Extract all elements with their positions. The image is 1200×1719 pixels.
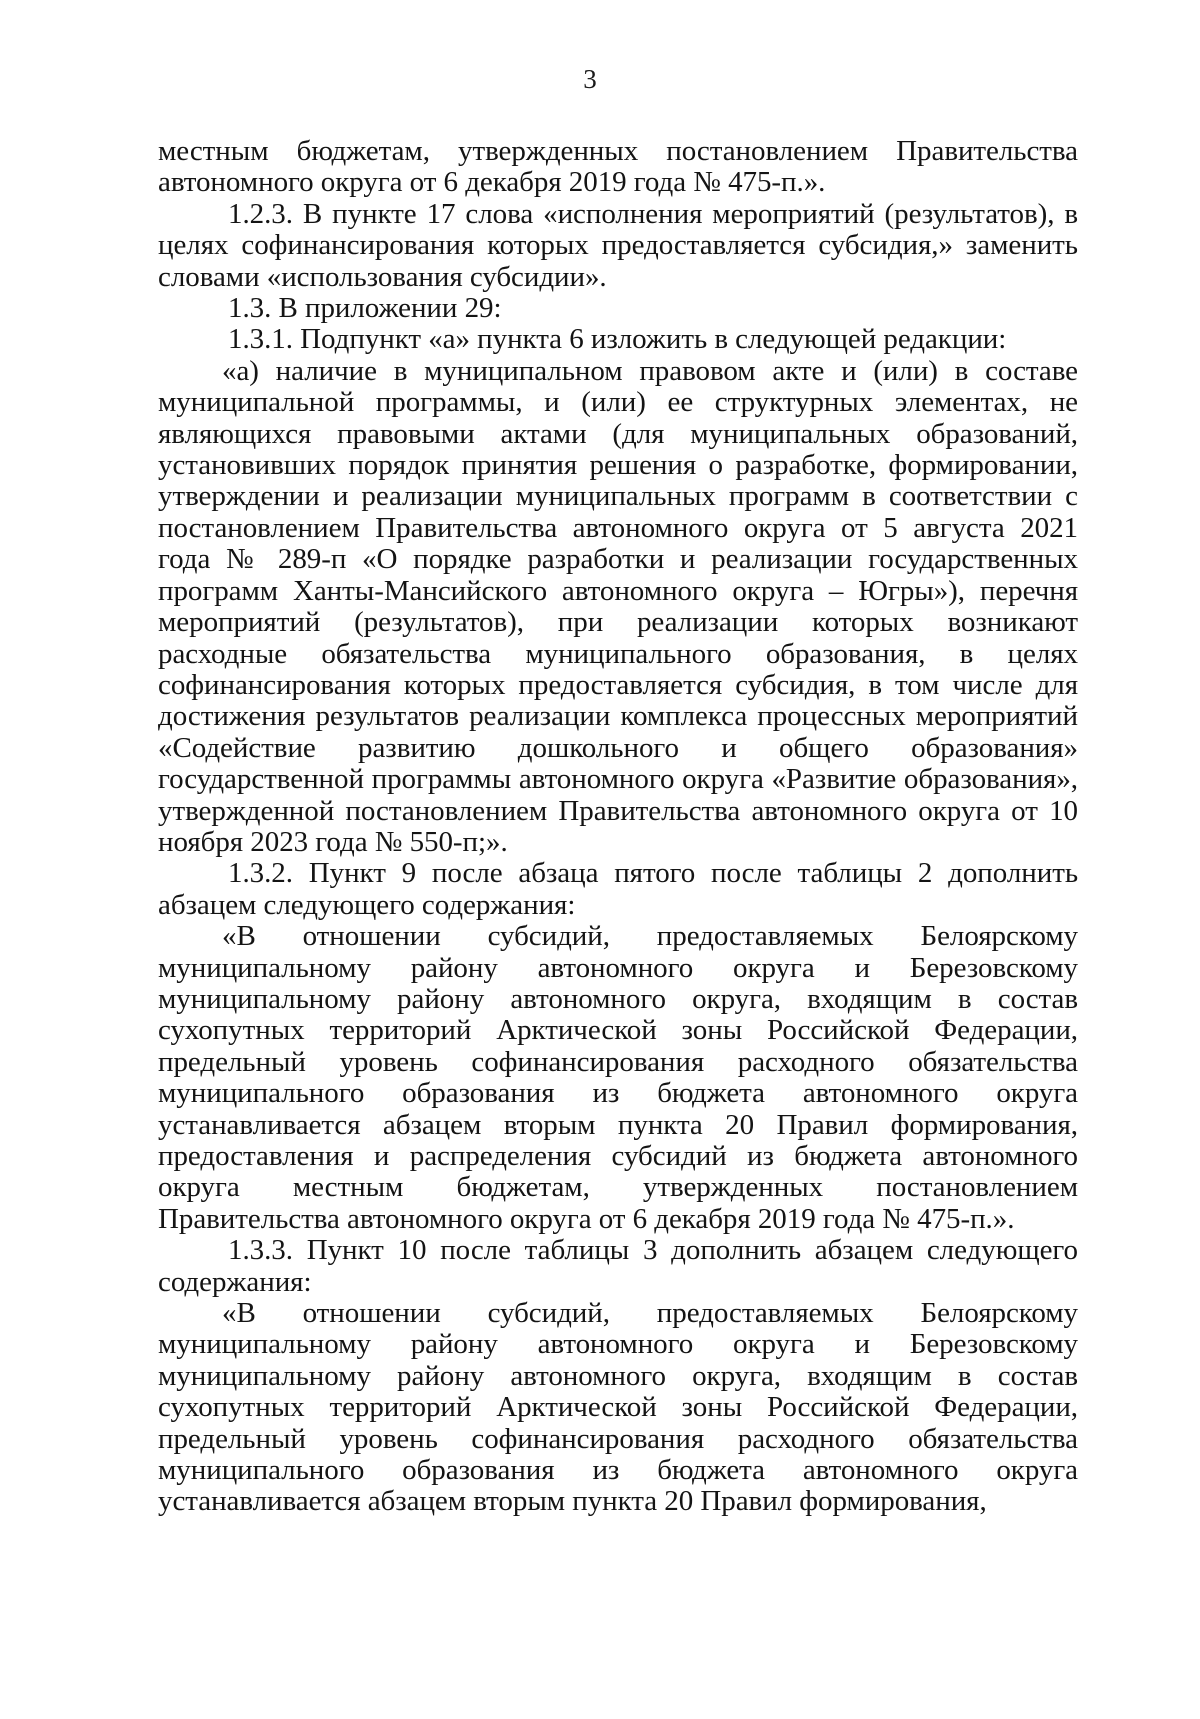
page-number: 3 xyxy=(583,64,597,94)
paragraph-1-3-2: 1.3.2. Пункт 9 после абзаца пятого после таблицы 2 дополнить абзацем следующего содержания: xyxy=(158,857,1078,921)
paragraph-continuation: местным бюджетам, утвержденных постановлением Правительства автономного округа от 6 декабря 2019 года № 475-п.». xyxy=(158,135,1078,199)
paragraph-1-3-3: 1.3.3. Пункт 10 после таблицы 3 дополнить абзацем следующего содержания: xyxy=(158,1234,1078,1298)
paragraph-quote-v-otnoshenii-2: «В отношении субсидий, предоставляемых Белоярскому муниципальному району автономного округа и Березовскому муниципальному району автономного округа, входящим в состав сухопутных территорий Арктической зоны Российской Федерации, предельный уровень софинансирования расходного обязательства муниципального образования из бюджета автономного округа устанавливается абзацем вторым пункта 20 Правил формирования, xyxy=(158,1297,1078,1518)
paragraph-1-3-1: 1.3.1. Подпункт «а» пункта 6 изложить в следующей редакции: xyxy=(228,323,1007,356)
document-body xyxy=(158,136,1078,1518)
paragraph-1-2-3: 1.2.3. В пункте 17 слова «исполнения мероприятий (результатов), в целях софинансирования которых предоставляется субсидия,» заменить словами «использования субсидии». xyxy=(158,197,1078,293)
paragraph-1-3: 1.3. В приложении 29: xyxy=(228,292,502,325)
paragraph-quote-a: «а) наличие в муниципальном правовом акте и (или) в составе муниципальной программы, и (или) ее структурных элементах, не являющихся правовыми актами (для муниципальных образований, установивших порядок принятия решения о разработке, формировании, утверждении и реализации муниципальных программ в соответствии с постановлением Правительства автономного округа от 5 августа 2021 года № 289-п «О порядке разработки и реализации государственных программ Ханты-Мансийского автономного округа – Югры»), перечня мероприятий (результатов), при реализации которых возникают расходные обязательства муниципального образования, в целях софинансирования которых предоставляется субсидия, в том числе для достижения результатов реализации комплекса процессных мероприятий «Содействие развитию дошкольного и общего образования» государственной программы автономного округа «Развитие образования», утвержденной постановлением Правительства автономного округа от 10 ноября 2023 года № 550-п;». xyxy=(158,354,1078,858)
paragraph-quote-v-otnoshenii-1: «В отношении субсидий, предоставляемых Белоярскому муниципальному району автономного округа и Березовскому муниципальному району автономного округа, входящим в состав сухопутных территорий Арктической зоны Российской Федерации, предельный уровень софинансирования расходного обязательства муниципального образования из бюджета автономного округа устанавливается абзацем вторым пункта 20 Правил формирования, предоставления и распределения субсидий из бюджета автономного округа местным бюджетам, утвержденных постановлением Правительства автономного округа от 6 декабря 2019 года № 475-п.». xyxy=(158,920,1078,1235)
